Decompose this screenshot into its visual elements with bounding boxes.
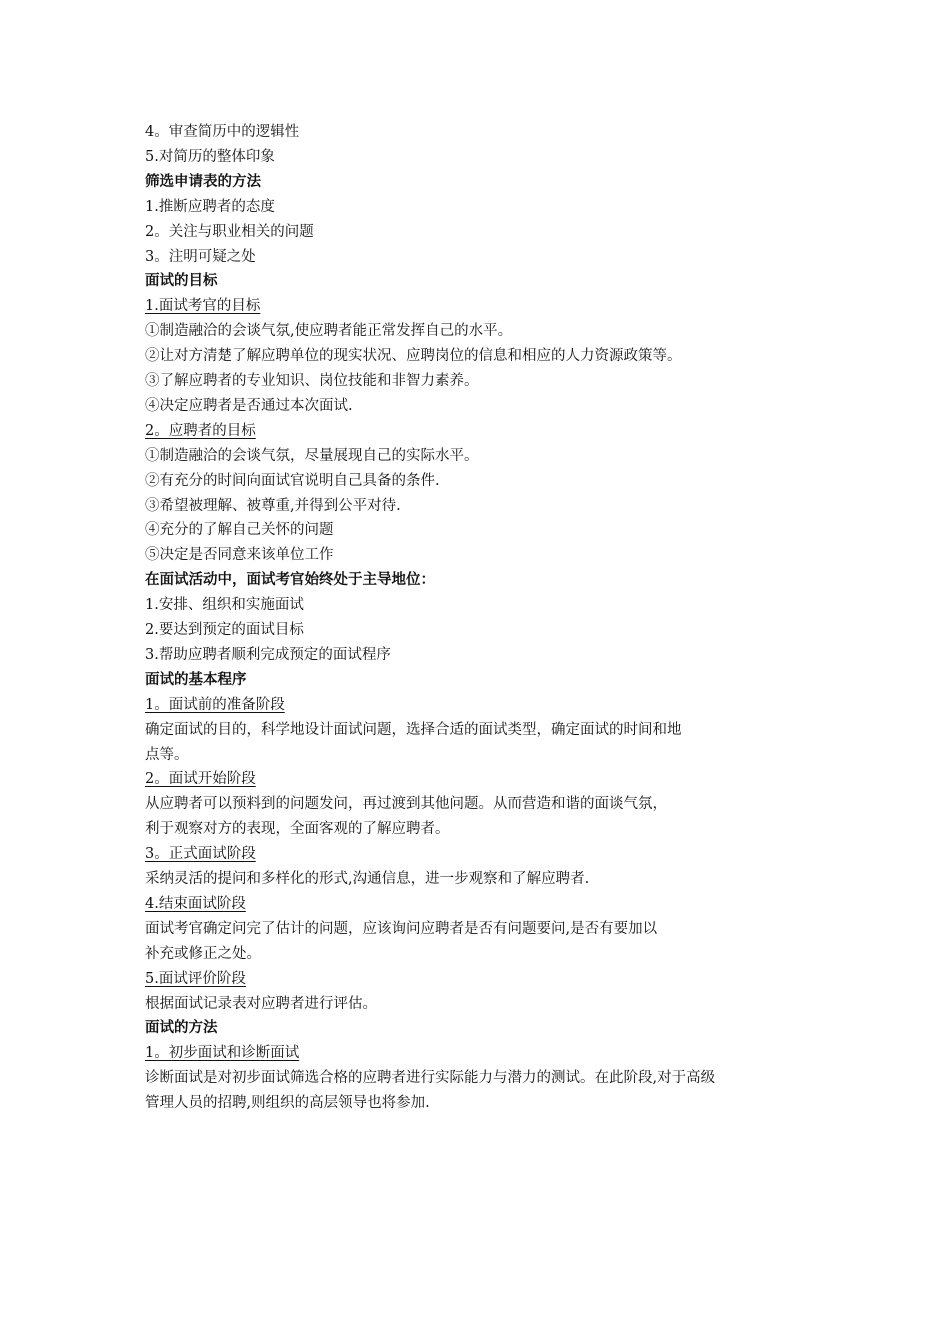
- text-line: 诊断面试是对初步面试筛选合格的应聘者进行实际能力与潜力的测试。在此阶段,对于高级: [145, 1070, 716, 1087]
- text-line: ④决定应聘者是否通过本次面试.: [145, 397, 353, 414]
- text-line: ①制造融洽的会谈气氛，尽量展现自己的实际水平。: [145, 447, 479, 464]
- subsection-heading: 1。初步面试和诊断面试: [145, 1045, 300, 1062]
- subsection-heading: 4.结束面试阶段: [145, 895, 246, 912]
- text-line: ②有充分的时间向面试官说明自己具备的条件.: [145, 472, 440, 489]
- text-line: 根据面试记录表对应聘者进行评估。: [145, 995, 377, 1012]
- text-line: ⑤决定是否同意来该单位工作: [145, 547, 334, 564]
- text-line: ③希望被理解、被尊重,并得到公平对待.: [145, 497, 401, 514]
- subsection-heading: 3。正式面试阶段: [145, 846, 256, 863]
- text-line: 管理人员的招聘,则组织的高层领导也将参加.: [145, 1095, 430, 1112]
- text-line: 2。关注与职业相关的问题: [145, 223, 314, 240]
- text-line: ①制造融洽的会谈气氛,使应聘者能正常发挥自己的水平。: [145, 323, 513, 340]
- text-line: 4。审查简历中的逻辑性: [145, 124, 300, 140]
- section-heading: 面试的基本程序: [145, 671, 247, 688]
- text-line: 1.安排、组织和实施面试: [145, 597, 304, 614]
- subsection-heading: 5.面试评价阶段: [145, 970, 246, 987]
- text-line: 利于观察对方的表现，全面客观的了解应聘者。: [145, 821, 450, 838]
- section-heading: 面试的目标: [145, 273, 218, 290]
- text-line: 2.要达到预定的面试目标: [145, 622, 304, 638]
- text-line: 3。注明可疑之处: [145, 248, 256, 265]
- text-line: ③了解应聘者的专业知识、岗位技能和非智力素养。: [145, 373, 479, 389]
- text-line: 补充或修正之处。: [145, 945, 261, 962]
- text-line: 确定面试的目的，科学地设计面试问题，选择合适的面试类型，确定面试的时间和地: [145, 721, 682, 738]
- text-line: 1.推断应聘者的态度: [145, 198, 275, 215]
- subsection-heading: 2。面试开始阶段: [145, 771, 256, 788]
- text-line: ②让对方清楚了解应聘单位的现实状况、应聘岗位的信息和相应的人力资源政策等。: [145, 348, 682, 365]
- text-line: 5.对简历的整体印象: [145, 148, 275, 165]
- section-heading: 筛选申请表的方法: [145, 173, 261, 190]
- text-line: 点等。: [145, 746, 189, 763]
- section-heading: 面试的方法: [145, 1020, 218, 1037]
- text-line: 面试考官确定问完了估计的问题，应该询问应聘者是否有问题要问,是否有要加以: [145, 920, 658, 937]
- text-line: ④充分的了解自己关怀的问题: [145, 522, 334, 539]
- subsection-heading: 1。面试前的准备阶段: [145, 696, 285, 713]
- section-heading: 在面试活动中，面试考官始终处于主导地位：: [145, 572, 435, 589]
- text-line: 从应聘者可以预料到的问题发问，再过渡到其他问题。从而营造和谐的面谈气氛，: [145, 796, 667, 813]
- subsection-heading: 1.面试考官的目标: [145, 298, 261, 315]
- text-line: 3.帮助应聘者顺利完成预定的面试程序: [145, 646, 391, 663]
- text-line: 采纳灵活的提问和多样化的形式,沟通信息，进一步观察和了解应聘者.: [145, 871, 590, 887]
- subsection-heading: 2。应聘者的目标: [145, 422, 256, 439]
